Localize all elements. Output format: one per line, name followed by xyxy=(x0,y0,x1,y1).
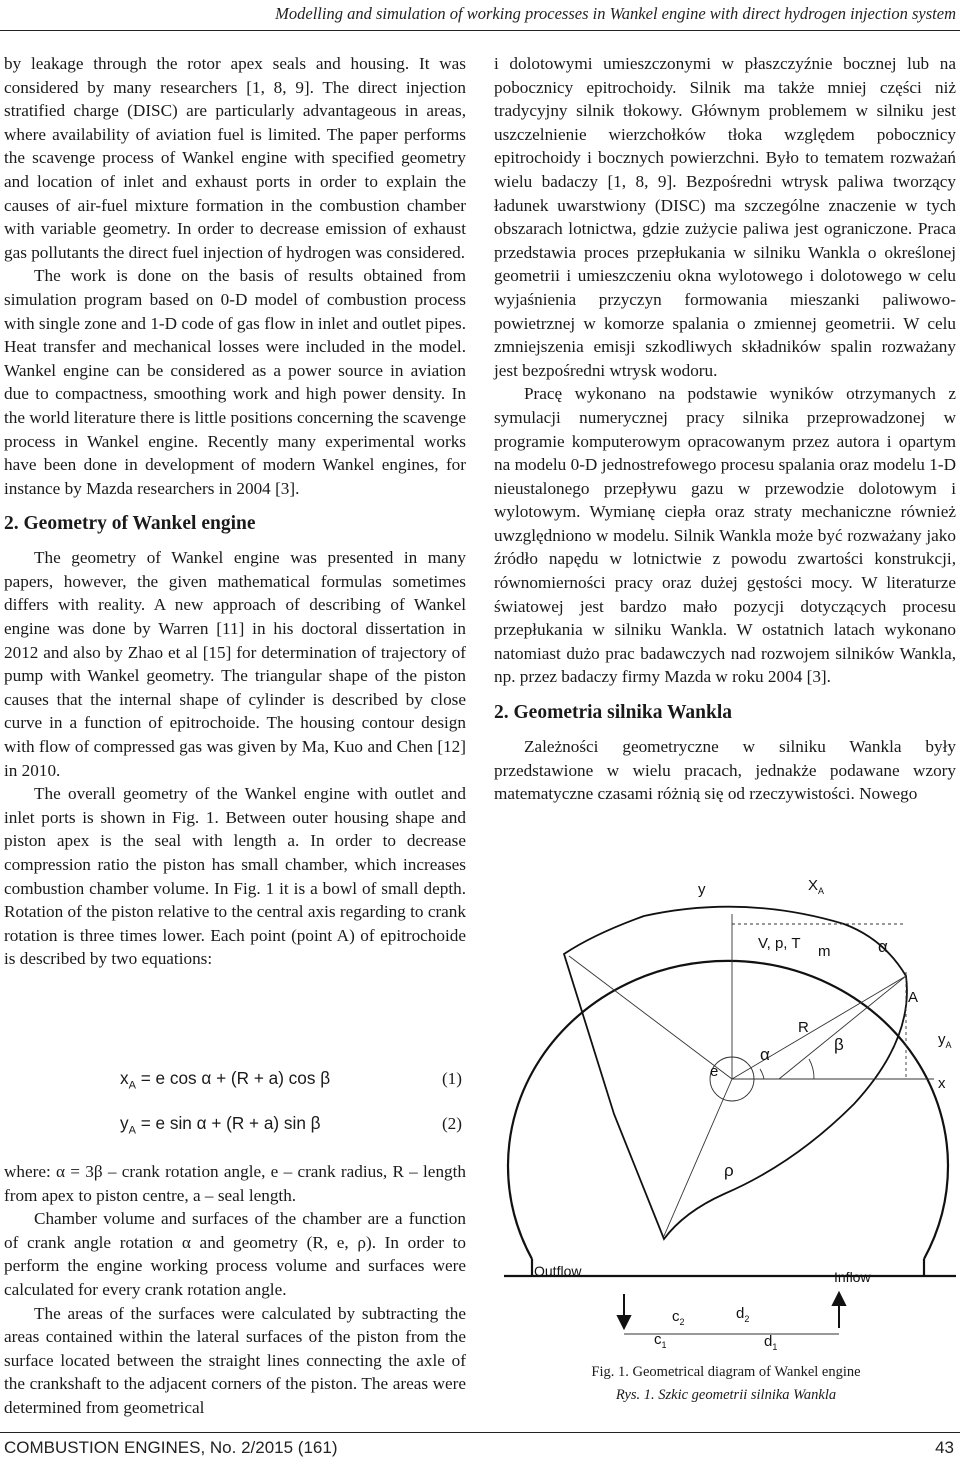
label-rho: ρ xyxy=(724,1161,734,1180)
label-y: y xyxy=(698,881,706,898)
left-paragraph-4: The overall geometry of the Wankel engine with outlet and inlet ports is shown in Fig. 1. Between outer housing shape and piston apex is the seal with length a. In order to decrease compression ratio the piston has small chamber, which increases combustion chamber volume. In Fig. 1 it is a bowl of small depth. Rotation of the piston relative to the central axis regarding to crank rotation is three times lower. Each point (point A) of epitrochoide is described by two equations: xyxy=(4,784,466,969)
header-rule xyxy=(0,30,960,31)
right-paragraph-3: Zależności geometryczne w silniku Wankla były przedstawione w wielu pracach, jednakże podawane wzory matematyczne czasami różnią się od rzeczywistości. Nowego xyxy=(494,737,956,804)
label-c1: $c_1$ xyxy=(654,1331,667,1350)
label-e: e xyxy=(710,1063,719,1080)
label-x: x xyxy=(938,1075,946,1092)
housing-contour xyxy=(508,961,948,1259)
label-xa: $X_A$ xyxy=(808,877,825,896)
label-r: R xyxy=(798,1019,809,1036)
equation-1: $x_A = e$ cos α + (R + a) cos β (1) xyxy=(120,1068,462,1092)
left-paragraph-5: where: α = 3β – crank rotation angle, e – crank radius, R – length from apex to piston centre, a – seal length. xyxy=(4,1162,466,1205)
left-paragraph-3: The geometry of Wankel engine was presented in many papers, however, the given mathematical formulas sometimes differs with reality. A new approach of describing of Wankel engine was done by Warren [11] in his doctoral dissertation in 2012 and also by Zhao et al [15] for determination of trajectory of pump with Wankel geometry. The triangular shape of the piston causes that the internal shape of cylinder is described by close curve in a function of epitrochoide. The housing contour design with flow of compressed gas was given by Ma, Kuo and Chen [12] in 2010. xyxy=(4,548,466,780)
label-a-point: A xyxy=(908,989,919,1006)
label-d2: $d_2$ xyxy=(736,1305,750,1324)
wankel-geometry-diagram xyxy=(494,864,958,1356)
left-paragraph-7: The areas of the surfaces were calculated by subtracting the areas contained within the lateral surfaces of the piston from the surface located between the straight lines connecting the axle of the crankshaft to the adjacent corners of the piston. The areas were determined from geometrical xyxy=(4,1303,466,1417)
section-heading-pl: 2. Geometria silnika Wankla xyxy=(494,702,732,724)
left-paragraph-6: Chamber volume and surfaces of the chamber are a function of crank angle rotation α and geometry (R, e, ρ). In order to perform the engine working process volume and surfaces were calculated for every crank rotation angle. xyxy=(4,1209,466,1299)
page-number: 43 xyxy=(935,1438,954,1457)
label-beta: β xyxy=(834,1035,844,1054)
label-ya: $y_A$ xyxy=(938,1031,952,1050)
figure-caption-en: Fig. 1. Geometrical diagram of Wankel engine xyxy=(591,1364,861,1380)
right-paragraph-1: i dolotowymi umieszczonymi w płaszczyźnie bocznej lub na pobocznicy epitrochoidy. Silnik ma także mniej części niż tradycyjny silnik tłokowy. Głównym problemem w silniku jest uszczelnienie wierzchołków tłoka względem pobocznicy epitrochoidy i bocznych powierzchni. Było to tematem rozważań wielu badaczy [1, 8, 9]. Bezpośredni wtrysk paliwa tworzący ładunek uwarstwiony (DISC) ma szczególne znaczenie w tych obszarach lotnictwa, gdzie zużycie paliwa jest ograniczone. Praca przedstawia proces przepłukania w silniku Wankla o określonej geometrii i umieszczeniu okna wylotowego i dolotowego w celu wyjaśnienia przyczyn formowania mieszanki paliwowo-powietrznej w komorze spalania o zmiennej geometrii. W celu zmniejszenia emisji szkodliwych składników spalin rozważany jest bezpośredni wtrysk wodoru. xyxy=(494,54,956,380)
label-d1: $d_1$ xyxy=(764,1333,778,1352)
left-column-bottom xyxy=(4,1160,466,1420)
label-m: m xyxy=(818,943,831,960)
label-inflow: Inflow xyxy=(834,1269,871,1285)
label-vpt: V, p, T xyxy=(758,935,801,952)
journal-footer: COMBUSTION ENGINES, No. 2/2015 (161) xyxy=(4,1438,338,1457)
equation-2-number: (2) xyxy=(441,1114,462,1133)
figure-caption-pl: Rys. 1. Szkic geometrii silnika Wankla xyxy=(615,1387,837,1403)
rotor-contour xyxy=(564,907,907,1239)
left-paragraph-1: by leakage through the rotor apex seals and housing. It was considered by many researchers [1, 8, 9]. The direct injection stratified charge (DISC) are particularly advantageous in areas, where availability of aviation fuel is limited. The paper performs the scavenge process of Wankel engine with specified geometry and location of inlet and exhaust ports in order to explain the causes of air-fuel mixture formation in the combustion chamber with variable geometry. In order to decrease emission of exhaust gas pollutants the direct fuel injection of hydrogen was considered. xyxy=(4,54,466,262)
right-paragraph-2: Pracę wykonano na podstawie wyników otrzymanych z symulacji numerycznej pracy silnika przeprowadzonej w programie komputerowym opracowanym przez autora i opartym na modelu 0-D jednostrefowego procesu spalania oraz modelu 1-D nieustalonego przepływu gazu w przewodzie dolotowym i wylotowym. Wymianę ciepła oraz straty mechaniczne również uwzględniono w modelu. Silnik Wankla może być rozważany jako źródło napędu w lotnictwie z powodu zwartości konstrukcji, równomierności pracy oraz dużej gęstości mocy. W literaturze światowej jest bardzo mało pozycji dotyczących procesu przepłukania w silniku Wankla. W ostatnich latach wykonano natomiast dużo prac badawczych nad rozwojem silników Wankla, np. przez badaczy firmy Mazda w roku 2004 [3]. xyxy=(494,384,956,687)
section-heading-en: 2. Geometry of Wankel engine xyxy=(4,513,256,535)
label-outflow: Outflow xyxy=(534,1263,582,1279)
equation-2: $y_A = e$ sin α + (R + a) sin β (2) xyxy=(120,1113,462,1137)
footer-rule xyxy=(0,1432,960,1433)
running-title: Modelling and simulation of working processes in Wankel engine with direct hydrogen injection system xyxy=(275,4,956,23)
left-paragraph-2: The work is done on the basis of results obtained from simulation program based on 0-D model of combustion process with single zone and 1-D code of gas flow in inlet and outlet pipes. Heat transfer and mechanical losses were included in the model. Wankel engine can be considered as a power source in aviation due to compactness, smoothing work and high power density. In the world literature there is little positions concerning the scavenge process in Wankel engine. Recently many experimental works have been done in development of modern Wankel engines, for instance by Mazda researchers in 2004 [3]. xyxy=(4,266,466,498)
left-column xyxy=(4,52,466,971)
right-column xyxy=(494,52,956,806)
label-alpha-top: α xyxy=(878,937,888,956)
label-alpha: α xyxy=(760,1045,770,1064)
equation-1-number: (1) xyxy=(441,1069,462,1088)
label-c2: $c_2$ xyxy=(672,1308,685,1327)
